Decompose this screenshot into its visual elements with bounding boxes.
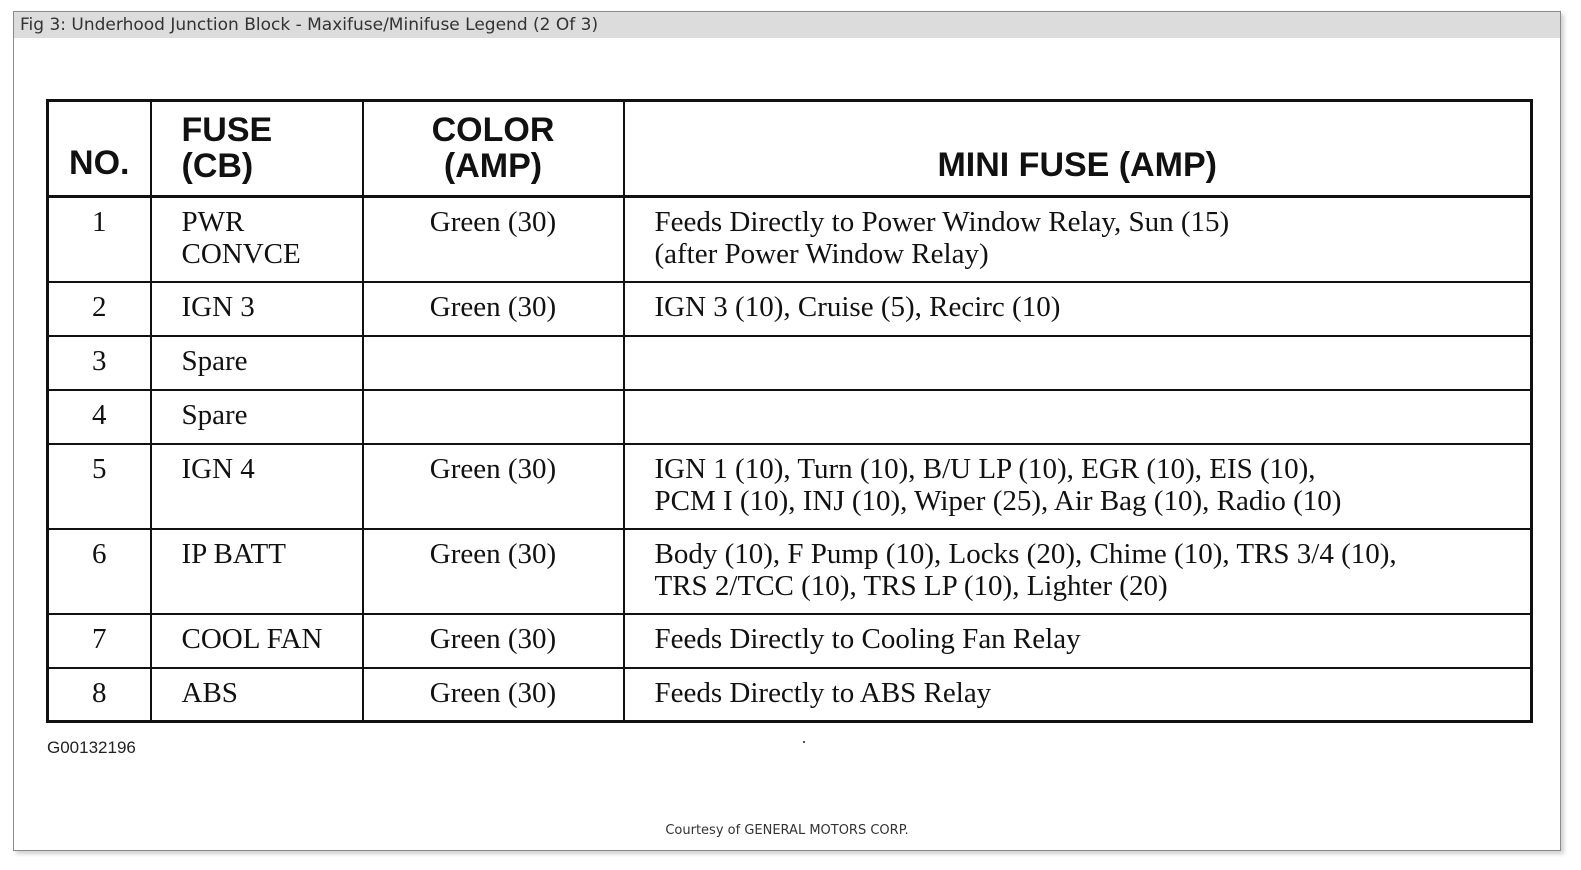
table-row	[48, 444, 1532, 529]
cell-fuse: ABS	[151, 668, 363, 722]
header-fuse	[151, 101, 363, 197]
header-fuse-line2: (CB)	[181, 147, 254, 185]
stray-dot	[803, 741, 805, 743]
header-color-line2: (AMP)	[443, 147, 543, 185]
cell-fuse: Spare	[151, 390, 363, 444]
cell-fuse: PWR CONVCE	[151, 197, 363, 282]
header-color-line1: COLOR	[431, 111, 555, 149]
cell-mini-fuse: IGN 3 (10), Cruise (5), Recirc (10)	[624, 282, 1532, 336]
cell-no: 5	[48, 444, 151, 529]
header-fuse-line1: FUSE	[181, 111, 273, 149]
cell-fuse: COOL FAN	[151, 614, 363, 668]
table-row	[48, 668, 1532, 722]
cell-color: Green (30)	[363, 668, 624, 722]
fuse-legend-table	[46, 99, 1533, 723]
cell-mini-fuse	[624, 390, 1532, 444]
cell-fuse: IP BATT	[151, 529, 363, 614]
cell-color	[363, 390, 624, 444]
figure-frame	[13, 11, 1561, 851]
header-no	[48, 101, 151, 197]
table-row	[48, 336, 1532, 390]
table-row	[48, 614, 1532, 668]
cell-no: 6	[48, 529, 151, 614]
cell-color: Green (30)	[363, 444, 624, 529]
cell-no: 3	[48, 336, 151, 390]
cell-no: 7	[48, 614, 151, 668]
cell-mini-fuse: Feeds Directly to ABS Relay	[624, 668, 1532, 722]
table-row	[48, 529, 1532, 614]
header-color	[363, 101, 624, 197]
cell-mini-fuse: Body (10), F Pump (10), Locks (20), Chime (10), TRS 3/4 (10), TRS 2/TCC (10), TRS LP (10), Lighter (20)	[624, 529, 1532, 614]
cell-mini-fuse	[624, 336, 1532, 390]
cell-color: Green (30)	[363, 614, 624, 668]
cell-no: 4	[48, 390, 151, 444]
cell-mini-fuse: IGN 1 (10), Turn (10), B/U LP (10), EGR (10), EIS (10), PCM I (10), INJ (10), Wiper (25), Air Bag (10), Radio (10)	[624, 444, 1532, 529]
header-mini-fuse-label: MINI FUSE (AMP)	[937, 146, 1218, 184]
cell-color	[363, 336, 624, 390]
cell-no: 8	[48, 668, 151, 722]
cell-fuse: Spare	[151, 336, 363, 390]
cell-color: Green (30)	[363, 529, 624, 614]
table-row	[48, 390, 1532, 444]
table-row	[48, 282, 1532, 336]
table-header-row	[48, 101, 1532, 197]
cell-no: 1	[48, 197, 151, 282]
cell-color: Green (30)	[363, 282, 624, 336]
courtesy-note: Courtesy of GENERAL MOTORS CORP.	[665, 823, 909, 838]
header-no-label: NO.	[69, 144, 130, 182]
cell-color: Green (30)	[363, 197, 624, 282]
figure-title: Fig 3: Underhood Junction Block - Maxifuse/Minifuse Legend (2 Of 3)	[14, 12, 1560, 38]
cell-mini-fuse: Feeds Directly to Power Window Relay, Sun (15) (after Power Window Relay)	[624, 197, 1532, 282]
table-row	[48, 197, 1532, 282]
graphic-id: G00132196	[47, 738, 136, 757]
cell-fuse: IGN 4	[151, 444, 363, 529]
cell-mini-fuse: Feeds Directly to Cooling Fan Relay	[624, 614, 1532, 668]
cell-no: 2	[48, 282, 151, 336]
cell-fuse: IGN 3	[151, 282, 363, 336]
header-mini-fuse	[624, 101, 1532, 197]
